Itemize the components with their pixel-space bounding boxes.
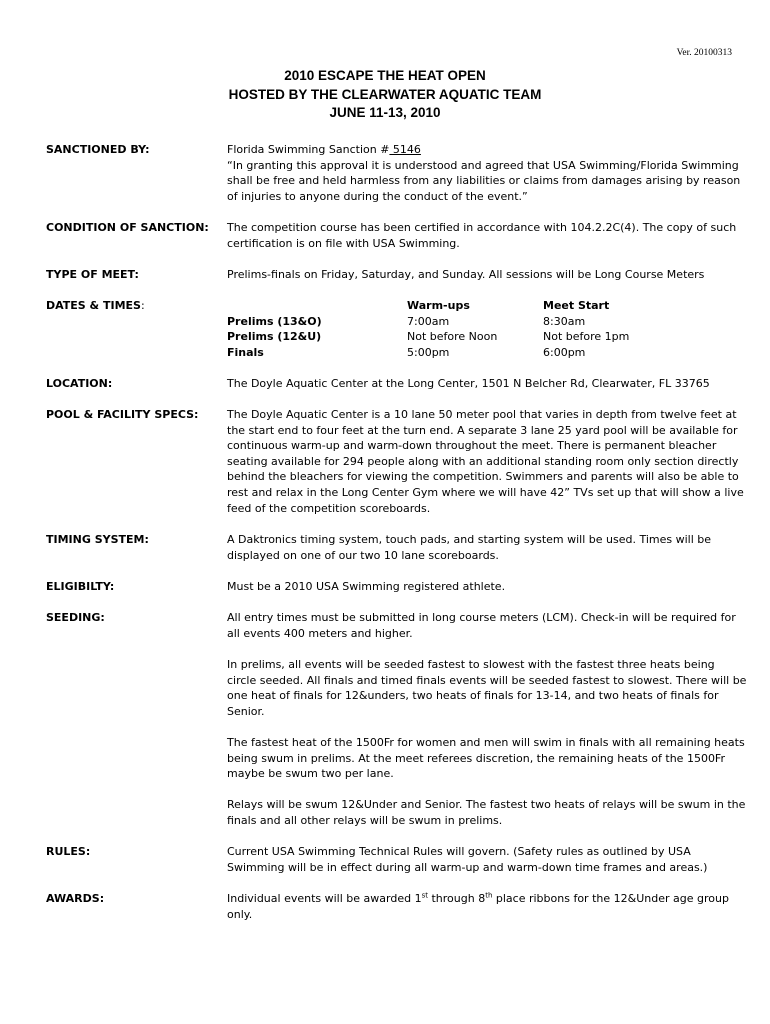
warmup-time: 5:00pm bbox=[407, 345, 450, 359]
start-time: 8:30am bbox=[543, 314, 586, 328]
sanctioned-text bbox=[227, 142, 747, 204]
seeding-label: SEEDING: bbox=[46, 611, 105, 624]
awards-text-part: Individual events will be awarded 1 bbox=[227, 892, 422, 905]
rules-label: RULES: bbox=[46, 845, 91, 858]
session-name: Prelims (13&O) bbox=[227, 314, 322, 328]
awards-text-part: place ribbons for the 12&Under age group only. bbox=[227, 892, 729, 921]
eligibility-label: ELIGIBILTY: bbox=[46, 580, 115, 593]
dates-times-label bbox=[46, 298, 145, 314]
type-of-meet-text: Prelims-finals on Friday, Saturday, and Sunday. All sessions will be Long Course Meters bbox=[227, 268, 705, 281]
document-title bbox=[0, 67, 770, 123]
title-line-3: JUNE 11-13, 2010 bbox=[329, 105, 441, 120]
eligibility-text: Must be a 2010 USA Swimming registered athlete. bbox=[227, 580, 506, 593]
condition-label: CONDITION OF SANCTION: bbox=[46, 221, 209, 234]
warmups-header: Warm-ups bbox=[407, 299, 470, 312]
start-time: Not before 1pm bbox=[543, 330, 630, 344]
timing-text: A Daktronics timing system, touch pads, and starting system will be used. Times will be displayed on one of our two 10 lane scoreboards. bbox=[227, 533, 712, 562]
version-number: Ver. 20100313 bbox=[676, 48, 732, 58]
type-of-meet-label: TYPE OF MEET: bbox=[46, 268, 139, 281]
seeding-paragraph: Relays will be swum 12&Under and Senior. The fastest two heats of relays will be swum in the finals and all other relays will be swum in prelims. bbox=[227, 798, 746, 827]
warmup-column bbox=[407, 298, 497, 360]
session-name: Finals bbox=[227, 345, 264, 359]
condition-text: The competition course has been certified in accordance with 104.2.2C(4). The copy of such certification is on file with USA Swimming. bbox=[227, 221, 737, 250]
sanctioned-label: SANCTIONED BY: bbox=[46, 143, 150, 156]
location-label: LOCATION: bbox=[46, 377, 113, 390]
pool-specs-text: The Doyle Aquatic Center is a 10 lane 50 meter pool that varies in depth from twelve feet at the start end to four feet at the turn end. A separate 3 lane 25 yard pool will be available for continuous warm-up and warm-down throughout the meet. There is permanent bleacher seating available for 294 people along with an additional standing room only section directly behind the bleachers for viewing the competition. Swimmers and parents will also be able to rest and relax in the Long Center Gym where we will have 42” TVs set up that will show a live feed of the competition scoreboards. bbox=[227, 408, 744, 515]
rules-text: Current USA Swimming Technical Rules will govern. (Safety rules as outlined by USA Swimming will be in effect during all warm-up and warm-down time frames and areas.) bbox=[227, 845, 708, 874]
title-line-2: HOSTED BY THE CLEARWATER AQUATIC TEAM bbox=[228, 86, 542, 102]
ordinal-suffix: th bbox=[485, 891, 493, 900]
start-time: 6:00pm bbox=[543, 345, 586, 359]
seeding-paragraph: All entry times must be submitted in long course meters (LCM). Check-in will be required for all events 400 meters and higher. bbox=[227, 611, 736, 640]
ordinal-suffix: st bbox=[421, 891, 428, 900]
sanction-number: 5146 bbox=[389, 143, 421, 156]
location-text: The Doyle Aquatic Center at the Long Center, 1501 N Belcher Rd, Clearwater, FL 33765 bbox=[227, 377, 710, 390]
dates-times-label-text: DATES & TIMES bbox=[46, 299, 141, 312]
session-name: Prelims (12&U) bbox=[227, 330, 322, 344]
title-line-1: 2010 ESCAPE THE HEAT OPEN bbox=[284, 68, 486, 83]
seeding-paragraph: In prelims, all events will be seeded fastest to slowest with the fastest three heats being circle seeded. All finals and timed finals events will be seeded fastest to slowest. There will be one heat of finals for 12&unders, two heats of finals for 13-14, and two heats of finals for Senior. bbox=[227, 658, 747, 718]
dates-times-colon: : bbox=[140, 299, 145, 312]
start-column bbox=[543, 298, 629, 360]
awards-text-part: through 8 bbox=[427, 892, 486, 905]
awards-text bbox=[227, 891, 747, 922]
warmup-time: 7:00am bbox=[407, 314, 450, 328]
seeding-paragraph: The fastest heat of the 1500Fr for women and men will swim in finals with all remaining heats being swum in prelims. At the meet referees discretion, the remaining heats of the 1500Fr maybe be swum two per lane. bbox=[227, 736, 745, 781]
meet-start-header: Meet Start bbox=[543, 299, 610, 312]
timing-label: TIMING SYSTEM: bbox=[46, 533, 149, 546]
warmup-time: Not before Noon bbox=[407, 330, 498, 344]
awards-label: AWARDS: bbox=[46, 892, 105, 905]
sanction-prefix: Florida Swimming Sanction # bbox=[227, 143, 390, 156]
sanction-disclaimer: “In granting this approval it is understood and agreed that USA Swimming/Florida Swimming shall be free and held harmless from any liabilities or claims from damages arising by reason of injuries to anyone during the conduct of the event.” bbox=[227, 158, 741, 203]
pool-specs-label: POOL & FACILITY SPECS: bbox=[46, 408, 199, 421]
session-column bbox=[227, 298, 322, 360]
